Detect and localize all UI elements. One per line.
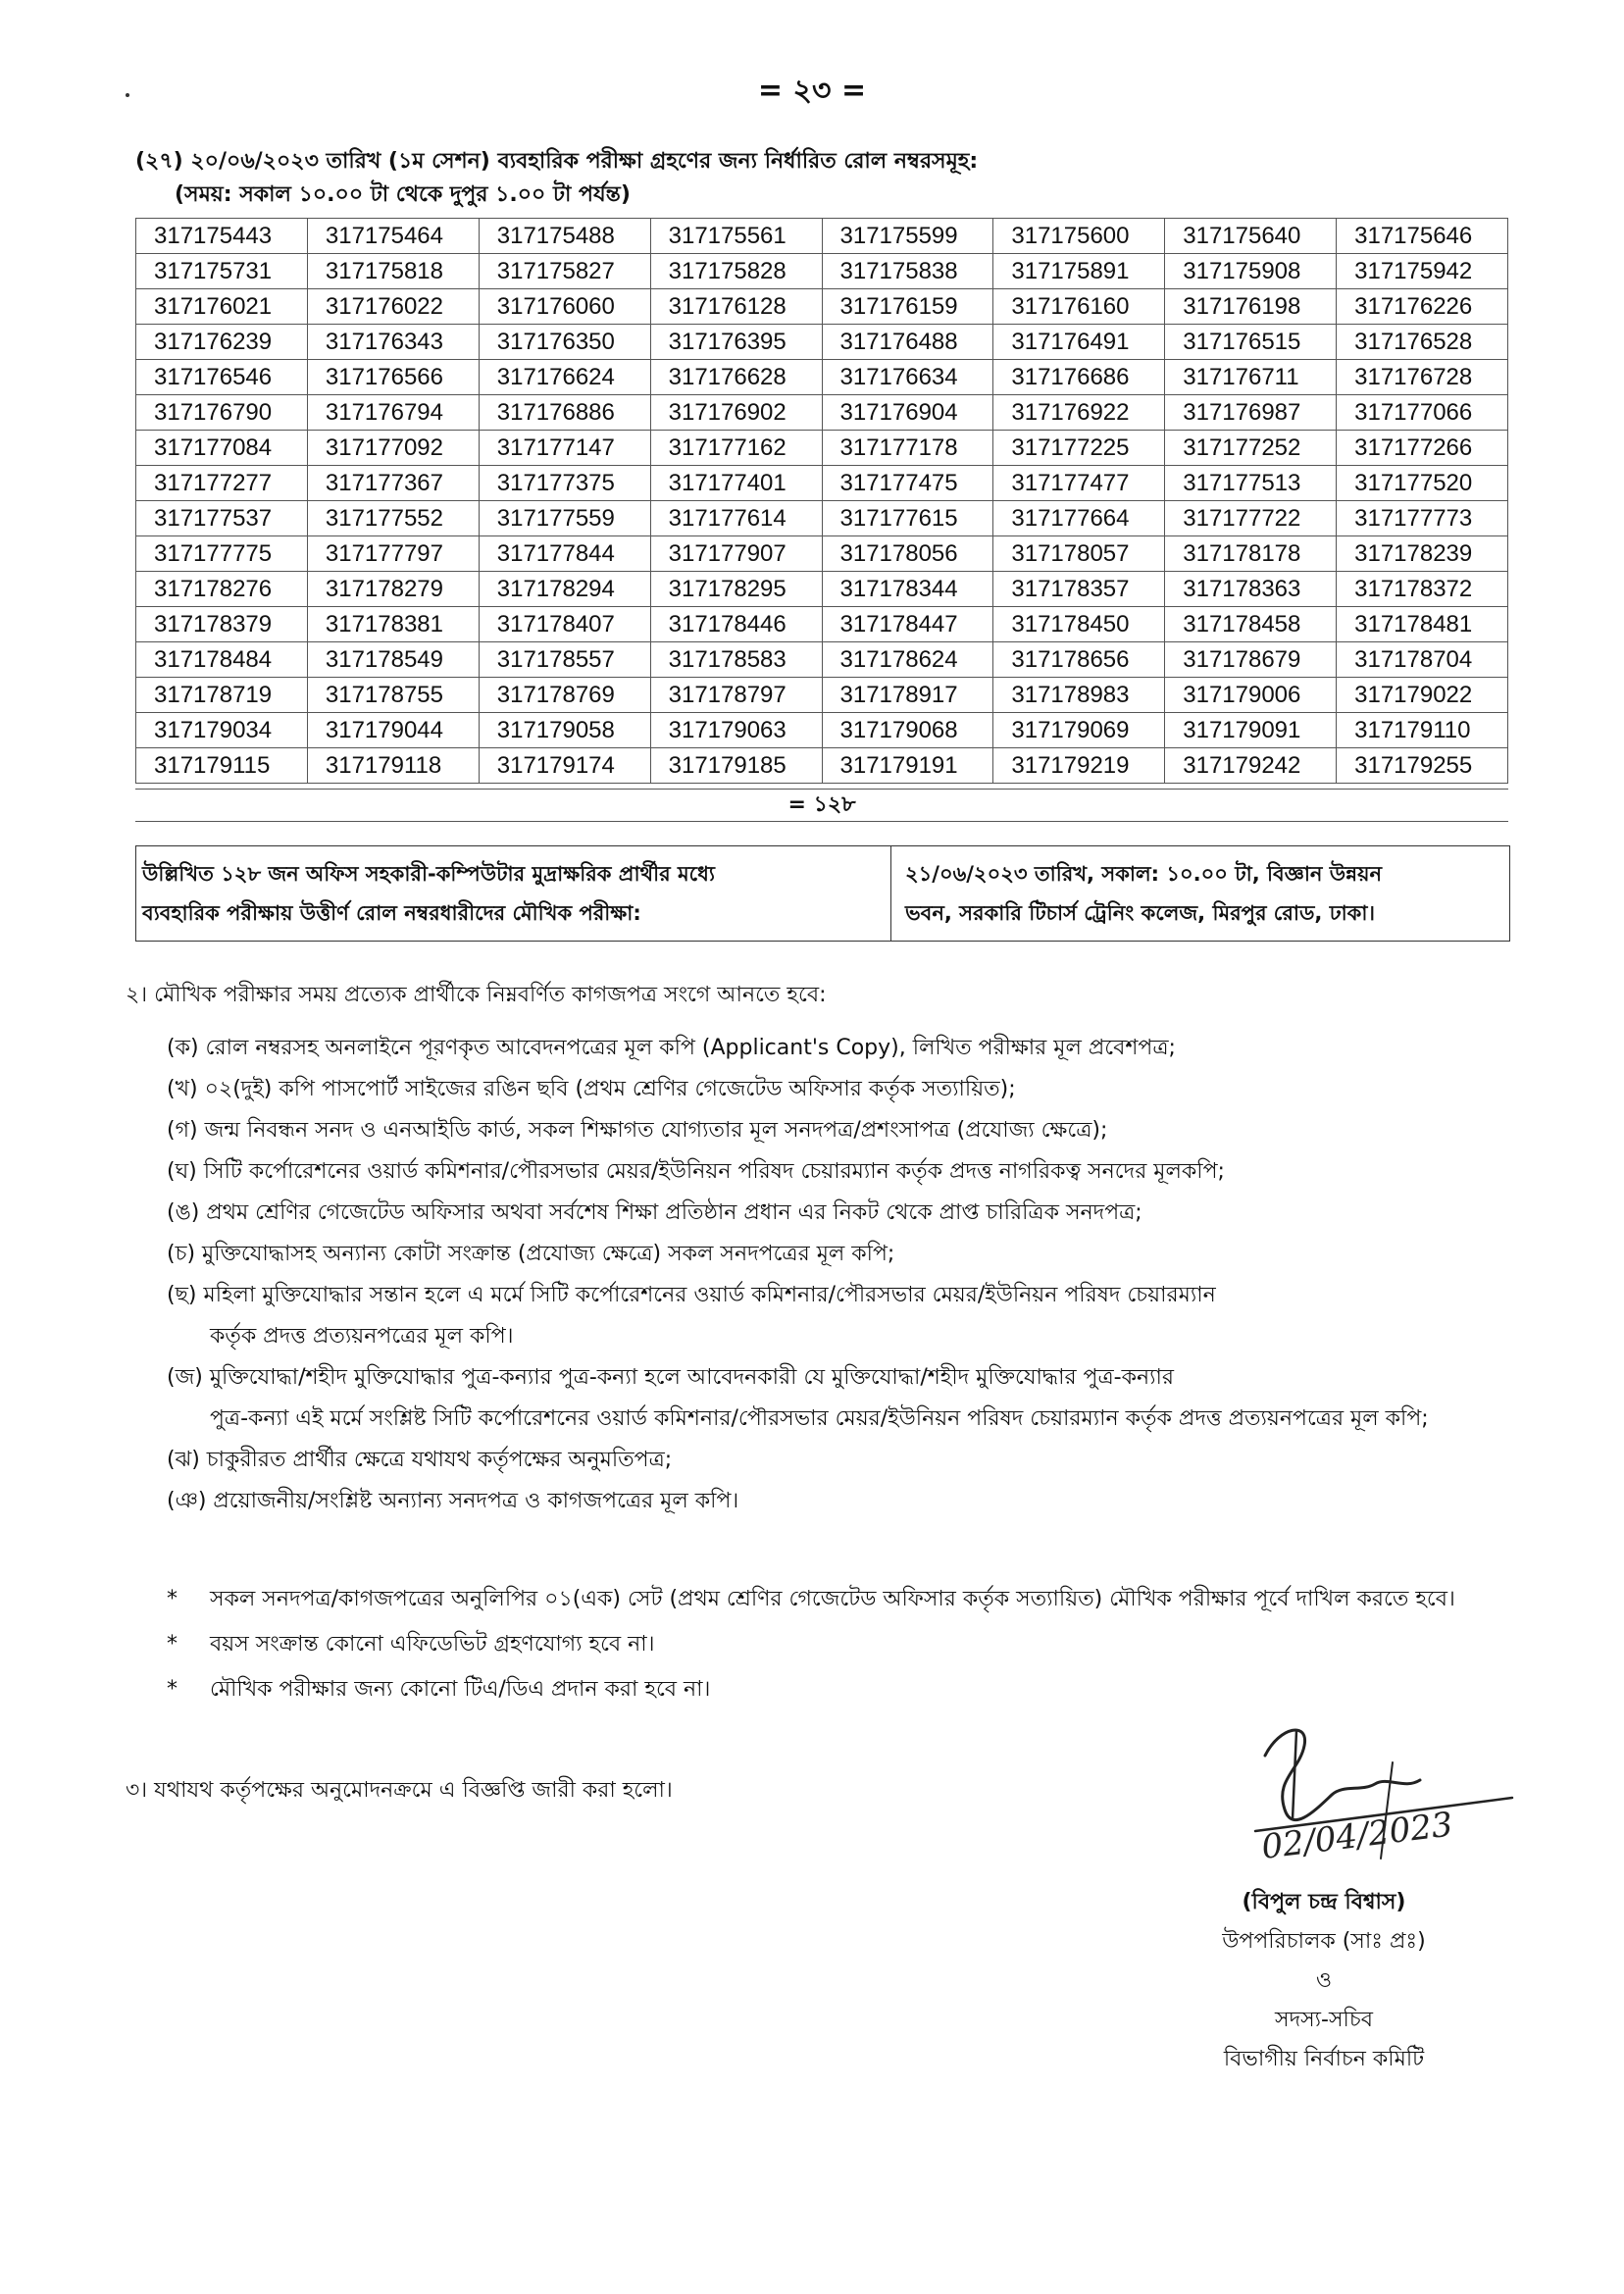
table-row xyxy=(136,395,1508,431)
roll-number-cell: 317178344 xyxy=(822,572,993,607)
table-row xyxy=(136,678,1508,713)
roll-number-cell: 317176022 xyxy=(307,289,479,325)
viva-exam-box xyxy=(135,845,1510,942)
roll-number-cell: 317176528 xyxy=(1337,325,1508,360)
requirement-item xyxy=(167,1069,1510,1110)
roll-number-cell: 317179022 xyxy=(1337,678,1508,713)
roll-number-cell: 317177552 xyxy=(307,501,479,536)
roll-number-cell: 317179110 xyxy=(1337,713,1508,748)
roll-number-cell: 317177375 xyxy=(479,466,650,501)
roll-number-cell: 317177401 xyxy=(650,466,822,501)
requirement-item xyxy=(167,1234,1510,1275)
requirement-continuation: পুত্র-কন্যা এই মর্মে সংশ্লিষ্ট সিটি কর্পোরেশনের ওয়ার্ড কমিশনার/পৌরসভার মেয়র/ইউনিয়ন পরিষদ চেয়ারম্যান কর্তৃক প্রদত্ত প্রত্যয়নপত্রের মূল কপি; xyxy=(210,1406,1429,1431)
roll-number-cell: 317179063 xyxy=(650,713,822,748)
roll-number-cell: 317175561 xyxy=(650,219,822,254)
roll-number-cell: 317176624 xyxy=(479,360,650,395)
signatory-designation: উপপরিচালক (সাঃ প্রঃ) xyxy=(1222,1929,1426,1954)
roll-number-cell: 317175488 xyxy=(479,219,650,254)
requirements-list xyxy=(167,1028,1510,1522)
table-row xyxy=(136,254,1508,289)
roll-number-cell: 317176226 xyxy=(1337,289,1508,325)
requirement-text: (ঘ) সিটি কর্পোরেশনের ওয়ার্ড কমিশনার/পৌরসভার মেয়র/ইউনিয়ন পরিষদ চেয়ারম্যান কর্তৃক প্রদত্ত নাগরিকত্ব সনদের মূলকপি; xyxy=(167,1159,1225,1184)
roll-number-cell: 317176546 xyxy=(136,360,308,395)
total-count: = ১২৮ xyxy=(135,789,1508,822)
roll-number-cell: 317178057 xyxy=(993,536,1165,572)
roll-number-cell: 317175908 xyxy=(1165,254,1337,289)
table-row xyxy=(136,642,1508,678)
roll-number-cell: 317178295 xyxy=(650,572,822,607)
roll-number-cell: 317178446 xyxy=(650,607,822,642)
note-item xyxy=(167,1579,1510,1620)
roll-number-cell: 317175942 xyxy=(1337,254,1508,289)
roll-number-cell: 317177559 xyxy=(479,501,650,536)
roll-number-cell: 317179185 xyxy=(650,748,822,784)
roll-number-cell: 317179191 xyxy=(822,748,993,784)
roll-number-cell: 317177477 xyxy=(993,466,1165,501)
viva-schedule xyxy=(891,846,1509,941)
note-text: সকল সনদপত্র/কাগজপত্রের অনুলিপির ০১(এক) সেট (প্রথম শ্রেণির গেজেটেড অফিসার কর্তৃক সত্যায়িত) মৌখিক পরীক্ষার পূর্বে দাখিল করতে হবে। xyxy=(210,1587,1455,1611)
table-row xyxy=(136,219,1508,254)
roll-number-cell: 317176987 xyxy=(1165,395,1337,431)
roll-number-cell: 317179174 xyxy=(479,748,650,784)
roll-number-cell: 317178704 xyxy=(1337,642,1508,678)
requirement-item xyxy=(167,1193,1510,1234)
roll-number-cell: 317176711 xyxy=(1165,360,1337,395)
asterisk-bullet: * xyxy=(167,1632,178,1657)
roll-number-cell: 317176239 xyxy=(136,325,308,360)
roll-number-cell: 317175818 xyxy=(307,254,479,289)
roll-number-cell: 317179044 xyxy=(307,713,479,748)
roll-number-cell: 317179034 xyxy=(136,713,308,748)
roll-number-cell: 317178239 xyxy=(1337,536,1508,572)
table-row xyxy=(136,748,1508,784)
roll-number-cell: 317177775 xyxy=(136,536,308,572)
roll-number-cell: 317178983 xyxy=(993,678,1165,713)
roll-number-cell: 317177614 xyxy=(650,501,822,536)
roll-number-cell: 317177266 xyxy=(1337,431,1508,466)
table-row xyxy=(136,289,1508,325)
roll-number-cell: 317178797 xyxy=(650,678,822,713)
requirement-text: (খ) ০২(দুই) কপি পাসপোর্ট সাইজের রঙিন ছবি (প্রথম শ্রেণির গেজেটেড অফিসার কর্তৃক সত্যায়িত); xyxy=(167,1077,1016,1101)
signatory-role: সদস্য-সচিব xyxy=(1275,2008,1373,2032)
roll-number-cell: 317179255 xyxy=(1337,748,1508,784)
note-text: বয়স সংক্রান্ত কোনো এফিডেভিট গ্রহণযোগ্য হবে না। xyxy=(210,1632,655,1657)
roll-number-cell: 317176491 xyxy=(993,325,1165,360)
roll-number-cell: 317176395 xyxy=(650,325,822,360)
heading-line-1: (২৭) ২০/০৬/২০২৩ তারিখ (১ম সেশন) ব্যবহারিক পরীক্ষা গ্রহণের জন্য নির্ধারিত রোল নম্বরসমূহ: xyxy=(135,149,979,174)
roll-number-cell: 317177147 xyxy=(479,431,650,466)
roll-number-cell: 317178755 xyxy=(307,678,479,713)
roll-number-cell: 317177513 xyxy=(1165,466,1337,501)
roll-number-cell: 317177797 xyxy=(307,536,479,572)
table-row xyxy=(136,572,1508,607)
roll-number-cell: 317177252 xyxy=(1165,431,1337,466)
requirement-continuation: কর্তৃক প্রদত্ত প্রত্যয়নপত্রের মূল কপি। xyxy=(210,1324,514,1349)
roll-number-cell: 317176886 xyxy=(479,395,650,431)
roll-table-body xyxy=(136,219,1508,784)
note-item xyxy=(167,1624,1510,1665)
table-row xyxy=(136,501,1508,536)
roll-number-table xyxy=(135,218,1508,784)
roll-number-cell: 317178372 xyxy=(1337,572,1508,607)
roll-number-cell: 317175640 xyxy=(1165,219,1337,254)
roll-number-cell: 317177475 xyxy=(822,466,993,501)
roll-number-cell: 317176790 xyxy=(136,395,308,431)
roll-number-cell: 317178279 xyxy=(307,572,479,607)
roll-number-cell: 317176198 xyxy=(1165,289,1337,325)
roll-number-cell: 317178583 xyxy=(650,642,822,678)
roll-number-cell: 317178294 xyxy=(479,572,650,607)
roll-number-cell: 317179006 xyxy=(1165,678,1337,713)
roll-number-cell: 317177520 xyxy=(1337,466,1508,501)
requirement-item xyxy=(167,1357,1510,1440)
requirement-item xyxy=(167,1440,1510,1481)
roll-number-cell: 317175464 xyxy=(307,219,479,254)
roll-number-cell: 317175828 xyxy=(650,254,822,289)
roll-number-cell: 317176128 xyxy=(650,289,822,325)
roll-number-cell: 317179058 xyxy=(479,713,650,748)
roll-number-cell: 317178484 xyxy=(136,642,308,678)
requirement-text: (চ) মুক্তিযোদ্ধাসহ অন্যান্য কোটা সংক্রান্ত (প্রযোজ্য ক্ষেত্রে) সকল সনদপত্রের মূল কপি; xyxy=(167,1242,895,1266)
roll-number-cell: 317178450 xyxy=(993,607,1165,642)
roll-number-cell: 317176160 xyxy=(993,289,1165,325)
signature-date: 02/04/2023 xyxy=(1259,1805,1455,1867)
requirement-item xyxy=(167,1028,1510,1069)
roll-number-cell: 317176021 xyxy=(136,289,308,325)
roll-number-cell: 317175827 xyxy=(479,254,650,289)
roll-number-cell: 317177277 xyxy=(136,466,308,501)
roll-number-cell: 317177722 xyxy=(1165,501,1337,536)
roll-number-cell: 317177367 xyxy=(307,466,479,501)
roll-number-cell: 317176902 xyxy=(650,395,822,431)
roll-number-cell: 317177225 xyxy=(993,431,1165,466)
roll-number-cell: 317178363 xyxy=(1165,572,1337,607)
requirement-item xyxy=(167,1275,1510,1357)
roll-number-cell: 317176922 xyxy=(993,395,1165,431)
table-row xyxy=(136,360,1508,395)
roll-number-cell: 317178056 xyxy=(822,536,993,572)
roll-number-cell: 317177773 xyxy=(1337,501,1508,536)
table-row xyxy=(136,713,1508,748)
roll-number-cell: 317176060 xyxy=(479,289,650,325)
roll-number-cell: 317178624 xyxy=(822,642,993,678)
roll-number-cell: 317178381 xyxy=(307,607,479,642)
requirement-text: (ঞ) প্রয়োজনীয়/সংশ্লিষ্ট অন্যান্য সনদপত্র ও কাগজপত্রের মূল কপি। xyxy=(167,1489,739,1513)
requirement-text: (গ) জন্ম নিবন্ধন সনদ ও এনআইডি কার্ড, সকল শিক্ষাগত যোগ্যতার মূল সনদপত্র/প্রশংসাপত্র (প্রযোজ্য ক্ষেত্রে); xyxy=(167,1118,1108,1143)
requirement-item xyxy=(167,1110,1510,1151)
roll-number-cell: 317176566 xyxy=(307,360,479,395)
signatory-name: (বিপুল চন্দ্র বিশ্বাস) xyxy=(1242,1890,1406,1914)
roll-number-cell: 317178549 xyxy=(307,642,479,678)
roll-number-cell: 317179118 xyxy=(307,748,479,784)
roll-number-cell: 317179219 xyxy=(993,748,1165,784)
roll-number-cell: 317179242 xyxy=(1165,748,1337,784)
roll-number-cell: 317177066 xyxy=(1337,395,1508,431)
signatory-committee: বিভাগীয় নির্বাচন কমিটি xyxy=(1223,2047,1425,2071)
roll-number-cell: 317175646 xyxy=(1337,219,1508,254)
roll-number-cell: 317176159 xyxy=(822,289,993,325)
roll-number-cell: 317178276 xyxy=(136,572,308,607)
roll-number-cell: 317179115 xyxy=(136,748,308,784)
section-heading xyxy=(135,145,1508,212)
roll-number-cell: 317176628 xyxy=(650,360,822,395)
roll-number-cell: 317176350 xyxy=(479,325,650,360)
asterisk-bullet: * xyxy=(167,1587,178,1611)
roll-number-cell: 317177664 xyxy=(993,501,1165,536)
viva-left-line-2: ব্যবহারিক পরীক্ষায় উত্তীর্ণ রোল নম্বরধারীদের মৌখিক পরীক্ষা: xyxy=(142,901,641,925)
roll-number-cell: 317176904 xyxy=(822,395,993,431)
table-row xyxy=(136,536,1508,572)
asterisk-bullet: * xyxy=(167,1677,178,1702)
scan-dot xyxy=(126,93,129,97)
section-2-intro: ২। মৌখিক পরীক্ষার সময় প্রত্যেক প্রার্থীকে নিম্নবর্ণিত কাগজপত্র সংগে আনতে হবে: xyxy=(126,983,827,1007)
roll-number-cell: 317175600 xyxy=(993,219,1165,254)
roll-number-cell: 317175731 xyxy=(136,254,308,289)
roll-number-cell: 317178769 xyxy=(479,678,650,713)
requirement-text: (ঙ) প্রথম শ্রেণির গেজেটেড অফিসার অথবা সর্বশেষ শিক্ষা প্রতিষ্ঠান প্রধান এর নিকট থেকে প্রাপ্ত চারিত্রিক সনদপত্র; xyxy=(167,1200,1142,1225)
roll-number-cell: 317177162 xyxy=(650,431,822,466)
signatory-block xyxy=(1128,1883,1520,2079)
roll-number-cell: 317177537 xyxy=(136,501,308,536)
roll-number-cell: 317179068 xyxy=(822,713,993,748)
roll-number-cell: 317178917 xyxy=(822,678,993,713)
section-3: ৩। যথাযথ কর্তৃপক্ষের অনুমোদনক্রমে এ বিজ্ঞপ্তি জারী করা হলো। xyxy=(126,1778,673,1803)
table-row xyxy=(136,466,1508,501)
requirement-item xyxy=(167,1151,1510,1193)
page-number: = ২৩ = xyxy=(757,74,867,108)
table-row xyxy=(136,607,1508,642)
roll-number-cell: 317176343 xyxy=(307,325,479,360)
roll-number-cell: 317178719 xyxy=(136,678,308,713)
requirement-text: (ঝ) চাকুরীরত প্রার্থীর ক্ষেত্রে যথাযথ কর্তৃপক্ষের অনুমতিপত্র; xyxy=(167,1448,673,1472)
roll-number-cell: 317178458 xyxy=(1165,607,1337,642)
roll-number-cell: 317178357 xyxy=(993,572,1165,607)
roll-number-cell: 317175838 xyxy=(822,254,993,289)
roll-number-cell: 317176515 xyxy=(1165,325,1337,360)
roll-number-cell: 317178379 xyxy=(136,607,308,642)
roll-number-cell: 317176634 xyxy=(822,360,993,395)
roll-number-cell: 317175599 xyxy=(822,219,993,254)
roll-number-cell: 317175891 xyxy=(993,254,1165,289)
roll-number-cell: 317179091 xyxy=(1165,713,1337,748)
handwritten-signature xyxy=(1226,1702,1520,1878)
table-row xyxy=(136,325,1508,360)
roll-number-cell: 317176488 xyxy=(822,325,993,360)
roll-number-cell: 317176794 xyxy=(307,395,479,431)
viva-right-line-1: ২১/০৬/২০২৩ তারিখ, সকাল: ১০.০০ টা, বিজ্ঞান উন্নয়ন xyxy=(905,862,1383,886)
requirement-text: (জ) মুক্তিযোদ্ধা/শহীদ মুক্তিযোদ্ধার পুত্র-কন্যার পুত্র-কন্যা হলে আবেদনকারী যে মুক্তিযোদ্ধা/শহীদ মুক্তিযোদ্ধার পুত্র-কন্যার xyxy=(167,1365,1174,1390)
roll-number-cell: 317177178 xyxy=(822,431,993,466)
roll-number-cell: 317177615 xyxy=(822,501,993,536)
roll-number-cell: 317178679 xyxy=(1165,642,1337,678)
signatory-and: ও xyxy=(1315,1968,1333,1993)
roll-number-cell: 317177907 xyxy=(650,536,822,572)
table-row xyxy=(136,431,1508,466)
viva-description xyxy=(136,846,891,941)
roll-number-cell: 317177844 xyxy=(479,536,650,572)
roll-number-cell: 317178656 xyxy=(993,642,1165,678)
roll-number-cell: 317177084 xyxy=(136,431,308,466)
roll-number-cell: 317179069 xyxy=(993,713,1165,748)
roll-number-cell: 317175443 xyxy=(136,219,308,254)
viva-left-line-1: উল্লিখিত ১২৮ জন অফিস সহকারী-কম্পিউটার মুদ্রাক্ষরিক প্রার্থীর মধ্যে xyxy=(142,862,715,886)
heading-line-2: (সময়: সকাল ১০.০০ টা থেকে দুপুর ১.০০ টা পর্যন্ত) xyxy=(175,182,631,207)
roll-number-cell: 317177092 xyxy=(307,431,479,466)
requirement-item xyxy=(167,1481,1510,1522)
roll-number-cell: 317176686 xyxy=(993,360,1165,395)
roll-number-cell: 317176728 xyxy=(1337,360,1508,395)
note-text: মৌখিক পরীক্ষার জন্য কোনো টিএ/ডিএ প্রদান করা হবে না। xyxy=(210,1677,711,1702)
requirement-text: (ছ) মহিলা মুক্তিযোদ্ধার সন্তান হলে এ মর্মে সিটি কর্পোরেশনের ওয়ার্ড কমিশনার/পৌরসভার মেয়র/ইউনিয়ন পরিষদ চেয়ারম্যান xyxy=(167,1283,1216,1307)
notes-list xyxy=(167,1579,1510,1714)
roll-number-cell: 317178447 xyxy=(822,607,993,642)
roll-number-cell: 317178407 xyxy=(479,607,650,642)
viva-right-line-2: ভবন, সরকারি টিচার্স ট্রেনিং কলেজ, মিরপুর রোড, ঢাকা। xyxy=(905,901,1375,925)
roll-number-cell: 317178557 xyxy=(479,642,650,678)
roll-number-cell: 317178481 xyxy=(1337,607,1508,642)
requirement-text: (ক) রোল নম্বরসহ অনলাইনে পূরণকৃত আবেদনপত্রের মূল কপি (Applicant's Copy), লিখিত পরীক্ষার মূল প্রবেশপত্র; xyxy=(167,1036,1176,1060)
roll-number-cell: 317178178 xyxy=(1165,536,1337,572)
